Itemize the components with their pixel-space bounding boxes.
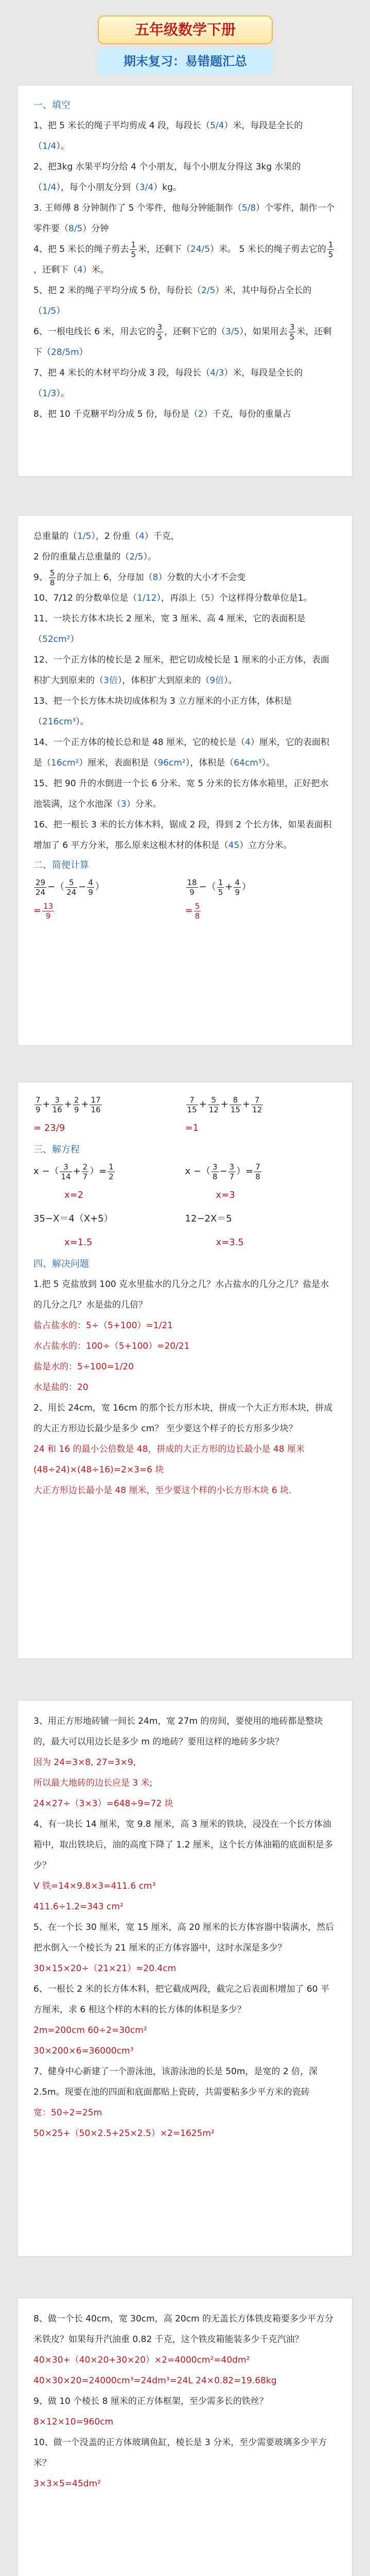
problem-6-solution: 2m=200cm 60÷2=30cm²: [33, 2025, 147, 2036]
problem-1-solution: 盐占盐水的：5÷（5+100）=1/21: [33, 1320, 173, 1331]
problem-7-solution: 50×25+（50×2.5+25×2.5）×2=1625m²: [33, 2128, 215, 2139]
equation-4: 12−2X＝5 x=3.5: [185, 1207, 337, 1255]
answer: 1/5: [42, 306, 57, 316]
problem-6-solution: 30×200×6=36000cm³: [33, 2046, 134, 2056]
problem-5-solution: 30×15×20÷（21×21）≈20.4cm: [33, 1963, 177, 1974]
page-title: 五年级数学下册: [98, 15, 273, 44]
question-7: 7、把 4 米长的木材平均分成 3 段，每段长（4/3）米，每段是全长的（1/3）。: [33, 368, 303, 399]
question-13: 13、把一个长方体木块切成体积为 3 立方厘米的小正方体，体积是（216cm³）。: [33, 696, 292, 727]
section-title-problems: 四、解决问题: [33, 1259, 89, 1269]
problem-5: 5、在一个长 30 厘米，宽 15 厘米，高 20 厘米的长方体容器中装满水，然后把水倒入一个棱长为 21 厘米的正方体容器中，这时水深是多少？: [33, 1922, 334, 1953]
question-8-continued: 总重量的（1/5），2 份重（4）千克， 2 份的重量占总重量的（2/5）。: [33, 531, 180, 562]
answer: 96cm²: [157, 758, 186, 768]
problem-9-solution: 8×12×10=960cm: [33, 2417, 114, 2427]
answer: 1/4: [42, 182, 57, 193]
problem-1-solution: 盐是水的：5÷100=1/20: [33, 1362, 134, 1372]
fraction: $\frac{1}{5}$: [131, 240, 136, 259]
equation-4-answer: x=3.5: [216, 1237, 244, 1248]
question-8: 8、把 10 千克糖平均分成 5 份，每份是（2）千克，每份的重量占: [33, 409, 291, 419]
answer: 24/5: [190, 244, 210, 255]
answer: 2/5: [201, 285, 216, 296]
calc-2-answer: = $\frac{5}{8}$: [185, 901, 200, 921]
answer: 2/5: [129, 552, 144, 562]
answer: 16cm²: [51, 758, 79, 768]
answer: 1/4: [42, 141, 57, 151]
answer: 9倍: [209, 675, 224, 686]
question-2: 2、把3kg 水果平均分给 4 个小朋友，每个小朋友分得这 3kg 水果的（1/4），每个小朋友分到（3/4）kg。: [33, 162, 301, 193]
answer: 8: [152, 572, 158, 583]
calc-1-answer: = $\frac{13}{9}$: [33, 901, 54, 921]
answer: 3: [121, 799, 127, 809]
equation-row-1: [33, 1160, 337, 1207]
answer: 28/5m: [51, 347, 79, 358]
fraction: $\frac{3}{5}$: [157, 322, 162, 342]
problem-1-solution: 水占盐水的：100÷（5+100）=20/21: [33, 1341, 190, 1351]
fraction: $\frac{1}{5}$: [328, 240, 333, 259]
question-6: 6、一根电线长 6 米，用去它的 $\frac{3}{5}$ ，还剩下它的（3/5），如果用去 $\frac{3}{5}$ 米，还剩下（28/5m）: [33, 322, 332, 358]
calc-2: $\frac{18}{9}$ −（ $\frac{1}{5}$ + $\frac{4}{9}$ ） = $\frac{5}{8}$: [185, 875, 337, 923]
page-subtitle: 期末复习：易错题汇总: [98, 49, 273, 75]
calc-row: [33, 875, 337, 923]
problem-2-solution: 大正方形边长最小是 48 厘米，至少要这个样的小长方形木块 6 块.: [33, 1485, 292, 1496]
problem-7-solution: 宽：50÷2=25m: [33, 2108, 102, 2118]
card-fill-in-1: [17, 85, 353, 477]
answer: 3/4: [139, 182, 154, 193]
calc-3: $\frac{7}{9}$ + $\frac{3}{16}$ + $\frac{2}{9}$ + $\frac{17}{16}$ = 23/9: [33, 1093, 185, 1140]
problem-3-solution: 24×27÷（3×3）=648÷9=72 块: [33, 1799, 173, 1809]
question-15: 15、把 90 升的水倒进一个长 6 分米、宽 5 分米的长方体水箱里，正好把水池装满，这个水池深（3）分米。: [33, 778, 329, 809]
calc-4: $\frac{7}{15}$ + $\frac{5}{12}$ + $\frac{8}{15}$ + $\frac{7}{12}$ =1: [185, 1093, 337, 1140]
answer: 5: [204, 593, 210, 603]
answer: 45: [228, 840, 240, 851]
question-10: 10、7/12 的分数单位是（1/12），再添上（5）个这样得分数单位是1。: [33, 593, 312, 603]
fraction: $\frac{3}{5}$: [289, 322, 295, 342]
problem-1: 1.把 5 克盐放到 100 克水里盐水的几分之几？水占盐水的几分之几？盐是水的几分之几？水是盐的几倍？: [33, 1279, 329, 1310]
equation-3-answer: x=1.5: [64, 1237, 93, 1248]
card-problems-1: [17, 1700, 353, 2257]
equation-2: x −（ $\frac{3}{8}$ − $\frac{3}{7}$ ）= $\frac{7}{8}$ x=3: [185, 1160, 337, 1207]
calc-3-answer: = 23/9: [33, 1123, 65, 1133]
question-9: 9、 $\frac{5}{8}$ 的分子加上 6，分母加（8）分数的大小才不会变: [33, 568, 246, 587]
answer: 5/4: [210, 121, 224, 131]
answer: 2: [198, 409, 204, 419]
answer: 3/5: [225, 327, 240, 337]
answer: 5/8: [241, 203, 256, 213]
problem-2-solution: 24 和 16 的最小公倍数是 48，拼成的大正方形的边长最小是 48 厘米: [33, 1444, 305, 1454]
card-calc-equations: [17, 1082, 353, 1659]
answer: 4: [139, 531, 145, 541]
answer: 4/3: [210, 368, 224, 378]
answer: 1/5: [77, 531, 92, 541]
equation-row-2: [33, 1207, 337, 1255]
card-problems-2: [17, 2298, 353, 2576]
answer: 216cm³: [42, 717, 76, 727]
question-12: 12、一个正方体的棱长是 2 厘米，把它切成棱长是 1 厘米的小正方体，表面积扩大到原来的（3倍），体积扩大到原来的（9倍）。: [33, 655, 329, 686]
question-4: 4、把 5 米长的绳子剪去 $\frac{1}{5}$ 米，还剩下（24/5）米。 5 米长的绳子剪去它的 $\frac{1}{5}$ ，还剩下（4）米。: [33, 240, 333, 275]
question-1: 1、把 5 米长的绳子平均剪成 4 段，每段长（5/4）米，每段是全长的（1/4）。: [33, 121, 303, 151]
problem-10: 10、做一个没盖的正方体玻璃鱼缸，棱长是 3 分米，至少需要玻璃多少平方米？: [33, 2437, 327, 2468]
equation-3: 35−X＝4（X+5） x=1.5: [33, 1207, 185, 1255]
calc-4-answer: =1: [185, 1123, 199, 1133]
answer: 1/3: [42, 388, 57, 399]
problem-8-solution: 40×30×20=24000cm³=24dm³=24L 24×0.82=19.68kg: [33, 2376, 277, 2386]
answer: 3倍: [103, 675, 118, 686]
problem-4-solution: 411.6÷1.2=343 cm²: [33, 1902, 124, 1912]
card-fill-in-2: [17, 515, 353, 1046]
question-11: 11、一块长方体木块长 2 厘米，宽 3 厘米、高 4 厘米，它的表面积是（52cm²）: [33, 614, 306, 645]
problem-3-solution: 因为 24=3×8, 27=3×9,: [33, 1757, 136, 1768]
answer: 4: [245, 737, 251, 748]
question-5: 5、把 2 米的绳子平均分成 5 份，每份长（2/5）米，其中每份占全长的（1/5）: [33, 285, 312, 316]
fraction: $\frac{5}{8}$: [49, 568, 55, 587]
answer: 4: [77, 265, 83, 275]
equation-1: x −（ $\frac{3}{14}$ + $\frac{2}{7}$ ）= $\frac{1}{2}$ x=2: [33, 1160, 185, 1207]
section-title-equations: 三、解方程: [33, 1144, 80, 1155]
problem-4-solution: V 铁=14×9.8×3=411.6 cm³: [33, 1881, 156, 1891]
calc-row-2: [33, 1093, 337, 1140]
problem-8-solution: 40×30+（40×20+30×20）×2=4000cm²=40dm²: [33, 2355, 250, 2365]
problem-3-solution: 所以最大地砖的边长应是 3 米;: [33, 1778, 153, 1788]
problem-8: 8、做一个长 40cm，宽 30cm，高 20cm 的无盖长方体铁皮箱要多少平方分米铁皮？如果每升汽油重 0.82 千克，这个铁皮箱能装多少千克汽油？: [33, 2314, 334, 2345]
question-16: 16、把一根长 3 米的长方体木料，锯成 2 段，得到 2 个长方体，如果表面积增加了 6 平方分米，那么原来这根木材的体积是（45）立方分米。: [33, 820, 332, 851]
answer: 1/12: [137, 593, 157, 603]
problem-2: 2、用长 24cm，宽 16cm 的那个长方形木块，拼成一个大正方形木块，拼成的大正方形边长最少是多少 cm？ 至少要这个样子的长方形多少块？: [33, 1403, 333, 1434]
problem-6: 6、一根长 2 米的长方体木料，把它截成两段，截完之后表面积增加了 60 平方厘米，求 6 根这个样的木料的长方体的体积是多少？: [33, 1984, 329, 2015]
problem-7: 7、健身中心新建了一个游泳池，该游泳池的长是 50m，是宽的 2 倍，深 2.5m。现要在池的四面和底面都贴上瓷砖，共需要粘多少平方米的瓷砖: [33, 2066, 318, 2097]
question-14: 14、一个正方体的棱长总和是 48 厘米，它的棱长是（4）厘米，它的表面积是（16cm²）厘米，表面积是（96cm²），体积是（64cm³）。: [33, 737, 329, 768]
problem-9: 9、做 10 个棱长 8 厘米的正方体框架，至少需多长的铁丝？: [33, 2396, 268, 2406]
answer: 52cm²: [42, 634, 71, 645]
equation-2-answer: x=3: [216, 1190, 235, 1200]
problem-2-solution: (48÷24)×(48÷16)=2×3=6 块: [33, 1465, 164, 1475]
answer: 8/5: [68, 224, 83, 234]
question-3: 3. 王师傅 8 分钟制作了 5 个零件，他每分钟能制作（5/8）个零件，制作一个零件要（8/5）分钟: [33, 203, 335, 234]
problem-4: 4、有一块长 14 厘米，宽 9.8 厘米，高 3 厘米的铁块，浸没在一个长方体油箱中，取出铁块后，油的高度下降了 1.2 厘米，这个长方体油箱的底面积是多少？: [33, 1819, 333, 1871]
equation-1-answer: x=2: [64, 1190, 84, 1200]
calc-1: $\frac{29}{24}$ −（ $\frac{5}{24}$ − $\frac{4}{9}$ ） = $\frac{13}{9}$: [33, 875, 185, 923]
section-title-calc: 二、简便计算: [33, 860, 89, 871]
problem-1-solution: 水是盐的：20: [33, 1382, 89, 1393]
section-title-fill: 一、填空: [33, 100, 71, 111]
answer: 64cm³: [234, 758, 262, 768]
problem-10-solution: 3×3×5=45dm²: [33, 2479, 101, 2489]
problem-3: 3、用正方形地砖铺一间长 24m，宽 27m 的房间，要使用的地砖都是整块的，最大可以用边长是多少 m 的地砖？要用这样的地砖多少块？: [33, 1716, 323, 1747]
